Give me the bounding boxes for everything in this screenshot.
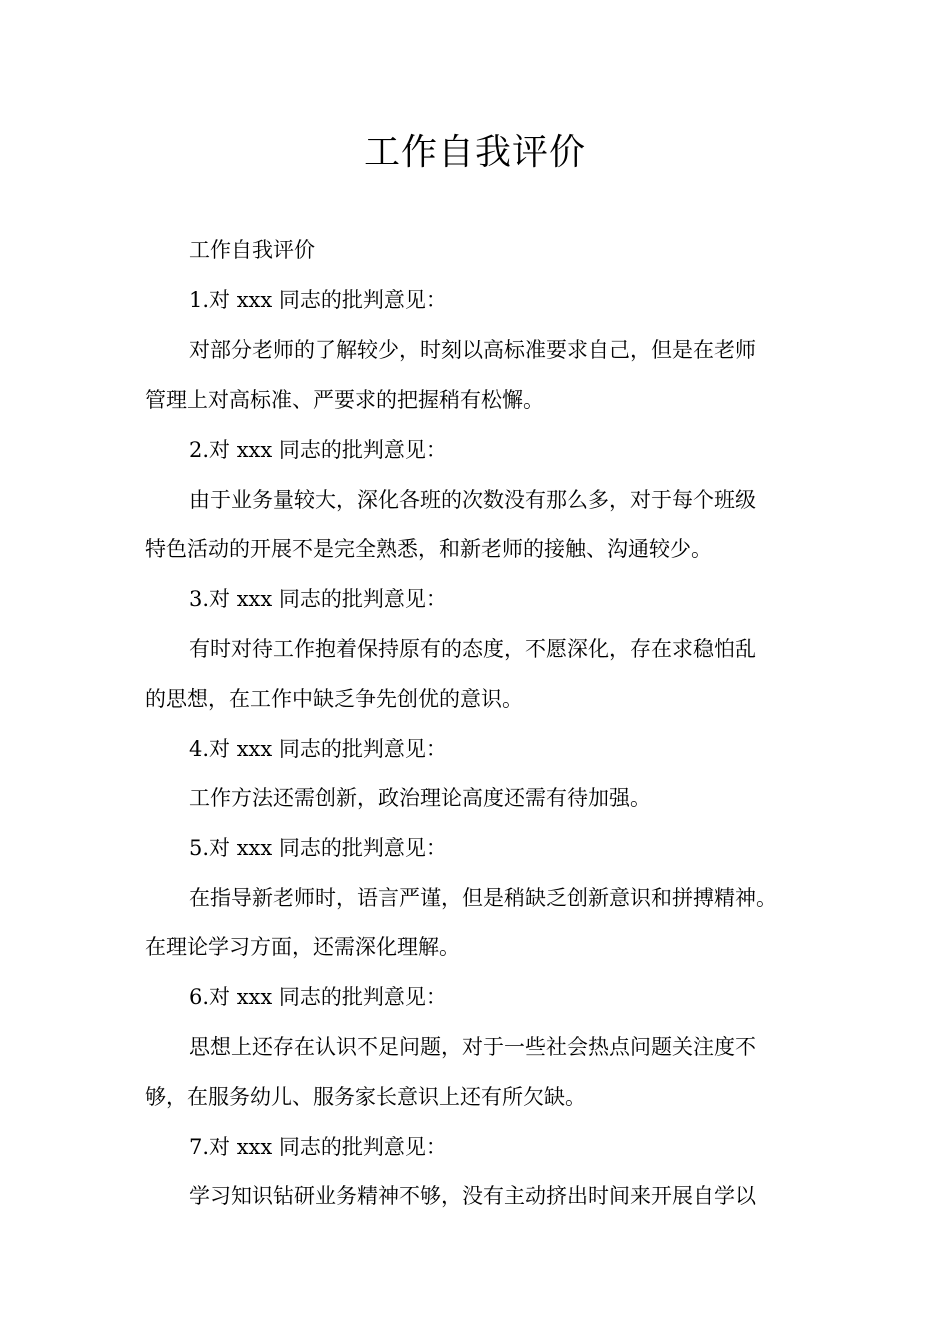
- item-2-line-1: 由于业务量较大，深化各班的次数没有那么多，对于每个班级: [189, 488, 756, 512]
- item-2-line-2: 特色活动的开展不是完全熟悉，和新老师的接触、沟通较少。: [145, 537, 712, 561]
- item-5-line-1: 在指导新老师时，语言严谨，但是稍缺乏创新意识和拼搏精神。: [189, 886, 777, 910]
- item-6-line-2: 够，在服务幼儿、服务家长意识上还有所欠缺。: [145, 1085, 586, 1109]
- item-7-line-1: 学习知识钻研业务精神不够，没有主动挤出时间来开展自学以: [189, 1184, 756, 1208]
- item-3-line-2: 的思想，在工作中缺乏争先创优的意识。: [145, 687, 523, 711]
- item-5-heading: 5.对 xxx 同志的批判意见：: [189, 836, 447, 860]
- item-7-heading: 7.对 xxx 同志的批判意见：: [189, 1135, 447, 1159]
- item-1-line-2: 管理上对高标准、严要求的把握稍有松懈。: [145, 388, 544, 412]
- item-1-line-1: 对部分老师的了解较少，时刻以高标准要求自己，但是在老师: [189, 338, 756, 362]
- item-6-line-1: 思想上还存在认识不足问题，对于一些社会热点问题关注度不: [189, 1035, 756, 1059]
- item-1-heading: 1.对 xxx 同志的批判意见：: [189, 288, 447, 312]
- item-5-line-2: 在理论学习方面，还需深化理解。: [145, 935, 460, 959]
- item-3-heading: 3.对 xxx 同志的批判意见：: [189, 587, 447, 611]
- item-4-heading: 4.对 xxx 同志的批判意见：: [189, 737, 447, 761]
- subtitle: 工作自我评价: [189, 238, 315, 262]
- document-title: 工作自我评价: [363, 132, 586, 173]
- item-6-heading: 6.对 xxx 同志的批判意见：: [189, 985, 447, 1009]
- item-4-line-1: 工作方法还需创新，政治理论高度还需有待加强。: [189, 786, 651, 810]
- item-3-line-1: 有时对待工作抱着保持原有的态度，不愿深化，存在求稳怕乱: [189, 637, 756, 661]
- item-2-heading: 2.对 xxx 同志的批判意见：: [189, 438, 447, 462]
